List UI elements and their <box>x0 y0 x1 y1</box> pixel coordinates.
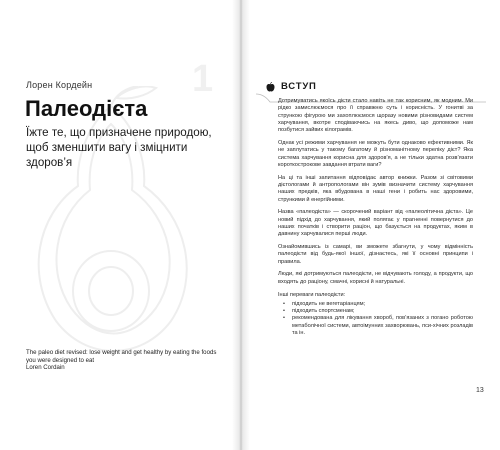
paragraph: Люди, які дотримуються палеодієти, не відчувають голоду, а продукти, що входять до раціону, смачні, корисні й натуральні. <box>278 271 473 285</box>
original-title-line-1: The paleo diet revised: lose weight and get healthy by eating the foods <box>26 349 217 356</box>
page-number: 13 <box>476 387 484 394</box>
list-item: • підходить не вегетаріанцям; <box>292 301 473 308</box>
section-title: ВСТУП <box>281 81 317 92</box>
list-intro: Інші переваги палеодієти: <box>278 291 346 298</box>
original-title-line-2: you were designed to eat <box>26 356 95 364</box>
chapter-number: 1 <box>192 58 214 100</box>
intro-body <box>278 98 473 337</box>
paragraph: Ознайомившись із самарі, ви зможете збагнути, у чому відмінність палеодієти від будь-якої іншої, дізнаєтесь, які її основні принципи і правила. <box>278 244 473 265</box>
list-item: • рекомендована для лікування хвороб, пов’язаних з погано роботою метаболічної системи, автоімунних захворювань, пси-хічних розладів та ін. <box>292 315 473 337</box>
section-heading <box>266 81 317 92</box>
paragraph: Назва «палеодієта» — скорочений варіант від «палеолітична дієта». Це новий підхід до харчування, який полягає у прагненні повернутися до наших початків і створити раціон, що базується на продуктах, яким в давнину харчувалися перші люди. <box>278 209 473 238</box>
list-item: • підходить спортсменам; <box>292 308 473 315</box>
author-name: Лорен Кордейн <box>26 80 93 90</box>
book-subtitle: Їжте те, що призначене природою, щоб зменшити вагу і зміцнити здоров’я <box>26 126 212 169</box>
left-page <box>0 0 240 450</box>
benefits-list <box>278 301 473 337</box>
apple-icon <box>266 82 275 92</box>
paragraph: На ці та інші запитання відповідає автор книжки. Разом зі світовими дієтологами й антропологами він зумів визначити систему харчування наших предків, яка вбудована в наші гени і робить нас здоровими, стрункими й енергійними. <box>278 174 473 203</box>
right-page <box>250 0 500 450</box>
original-author: Loren Cordain <box>26 364 65 372</box>
book-gutter <box>232 0 250 450</box>
paragraph: Дотримуватись якоїсь дієти стало навіть не так корисним, як модним. Ми рідко замислюємося про її справжню суть і корисність. У гонитві за стрункою фігурою ми захоплюємося щоразу новими різновидами систем харчування, вкотре сподіваючись на якесь диво, що допоможе нам позбутися зайвих кілограмів. <box>278 98 473 134</box>
book-title: Палеодієта <box>25 96 148 121</box>
paragraph: Однак усі режими харчування не можуть бути однаково ефективними. Як не заплутатись у такому багатому й різноманітному переліку дієт? Яка система харчування корисна для здоров’я, а не тільки здатна розв’язати короткострокове завдання втрати ваги? <box>278 139 473 168</box>
original-edition-credits <box>26 349 231 372</box>
